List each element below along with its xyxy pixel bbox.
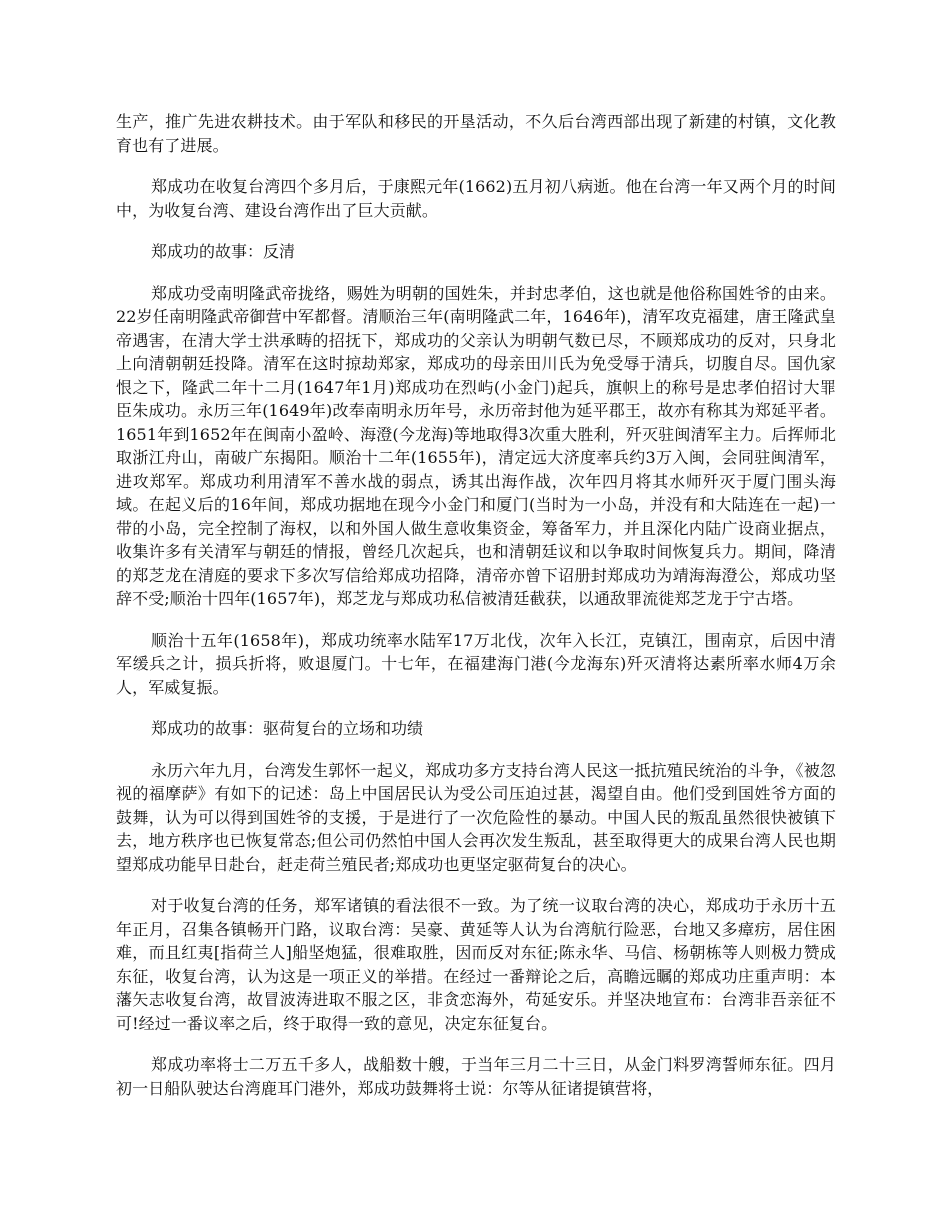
paragraph-death: 郑成功在收复台湾四个多月后，于康熙元年(1662)五月初八病逝。他在台湾一年又两个月的时间中，为收复台湾、建设台湾作出了巨大贡献。 <box>116 177 836 220</box>
paragraph-anti-qing: 郑成功受南明隆武帝拢络，赐姓为明朝的国姓朱，并封忠孝伯，这也就是他俗称国姓爷的由来。22岁任南明隆武帝御营中军都督。清顺治三年(南明隆武二年，1646年)，清军攻克福建，唐王隆武皇帝遇害，在清大学士洪承畴的招抚下，郑成功的父亲认为明朝气数已尽，不顾郑成功的反对，只身北上向清朝朝廷投降。清军在这时掠劫郑家，郑成功的母亲田川氏为免受辱于清兵，切腹自尽。国仇家恨之下，隆武二年十二月(1647年1月)郑成功在烈屿(小金门)起兵，旗帜上的称号是忠孝伯招讨大罪臣朱成功。永历三年(1649年)改奉南明永历年号，永历帝封他为延平郡王，故亦有称其为郑延平者。1651年到1652年在闽南小盈岭、海澄(今龙海)等地取得3次重大胜利，歼灭驻闽清军主力。后挥师北取浙江舟山，南破广东揭阳。顺治十二年(1655年)，清定远大济度率兵约3万入闽，会同驻闽清军，进攻郑军。郑成功利用清军不善水战的弱点，诱其出海作战，次年四月将其水师歼灭于厦门围头海域。在起义后的16年间，郑成功据地在现今小金门和厦门(当时为一小岛，并没有和大陆连在一起)一带的小岛，完全控制了海权，以和外国人做生意收集资金，筹备军力，并且深化内陆广设商业据点，收集许多有关清军与朝廷的情报，曾经几次起兵，也和清朝廷议和以争取时间恢复兵力。期间，降清的郑芝龙在清庭的要求下多次写信给郑成功招降，清帝亦曾下诏册封郑成功为靖海海澄公，郑成功坚辞不受;顺治十四年(1657年)，郑芝龙与郑成功私信被清廷截获，以通敌罪流徙郑芝龙于宁古塔。 <box>116 283 836 608</box>
paragraph-guo-huaiyi: 永历六年九月，台湾发生郭怀一起义，郑成功多方支持台湾人民这一抵抗殖民统治的斗争，《被忽视的福摩萨》有如下的记述：岛上中国居民认为受公司压迫过甚，渴望自由。他们受到国姓爷方面的鼓舞，认为可以得到国姓爷的支援，于是进行了一次危险性的暴动。中国人民的叛乱虽然很快被镇下去，地方秩序也已恢复常态;但公司仍然怕中国人会再次发生叛乱，甚至取得更大的成果台湾人民也期望郑成功能早日赴台，赶走荷兰殖民者;郑成功也更坚定驱荷复台的决心。 <box>116 760 836 874</box>
document-page <box>116 110 836 1118</box>
paragraph-northern-expedition: 顺治十五年(1658年)，郑成功统率水陆军17万北伐，次年入长江，克镇江，围南京，后因中清军缓兵之计，损兵折将，败退厦门。十七年，在福建海门港(今龙海东)歼灭清将达素所率水师4万余人，军威复振。 <box>116 630 836 697</box>
paragraph-intro-continuation: 生产，推广先进农耕技术。由于军队和移民的开垦活动，不久后台湾西部出现了新建的村镇，文化教育也有了进展。 <box>116 112 836 155</box>
paragraph-expedition: 郑成功率将士二万五千多人，战船数十艘，于当年三月二十三日，从金门料罗湾誓师东征。四月初一日船队驶达台湾鹿耳门港外，郑成功鼓舞将士说：尔等从征诸提镇营将， <box>116 1055 836 1098</box>
paragraph-debate: 对于收复台湾的任务，郑军诸镇的看法很不一致。为了统一议取台湾的决心，郑成功于永历十五年正月，召集各镇畅开门路，议取台湾：吴豪、黄延等人认为台湾航行险恶，台地又多瘴疠，居住困难，而且红夷[指荷兰人]船坚炮猛，很难取胜，因而反对东征;陈永华、马信、杨朝栋等人则极力赞成东征，收复台湾，认为这是一项正义的举措。在经过一番辩论之后，高瞻远瞩的郑成功庄重声明：本藩矢志收复台湾，故冒波涛进取不服之区，非贪恋海外，苟延安乐。并坚决地宣布：台湾非吾亲征不可!经过一番议率之后，终于取得一致的意见，决定东征复台。 <box>116 896 836 1033</box>
section-heading-recover-taiwan: 郑成功的故事：驱荷复台的立场和功绩 <box>151 719 424 738</box>
section-heading-anti-qing: 郑成功的故事：反清 <box>151 242 296 261</box>
